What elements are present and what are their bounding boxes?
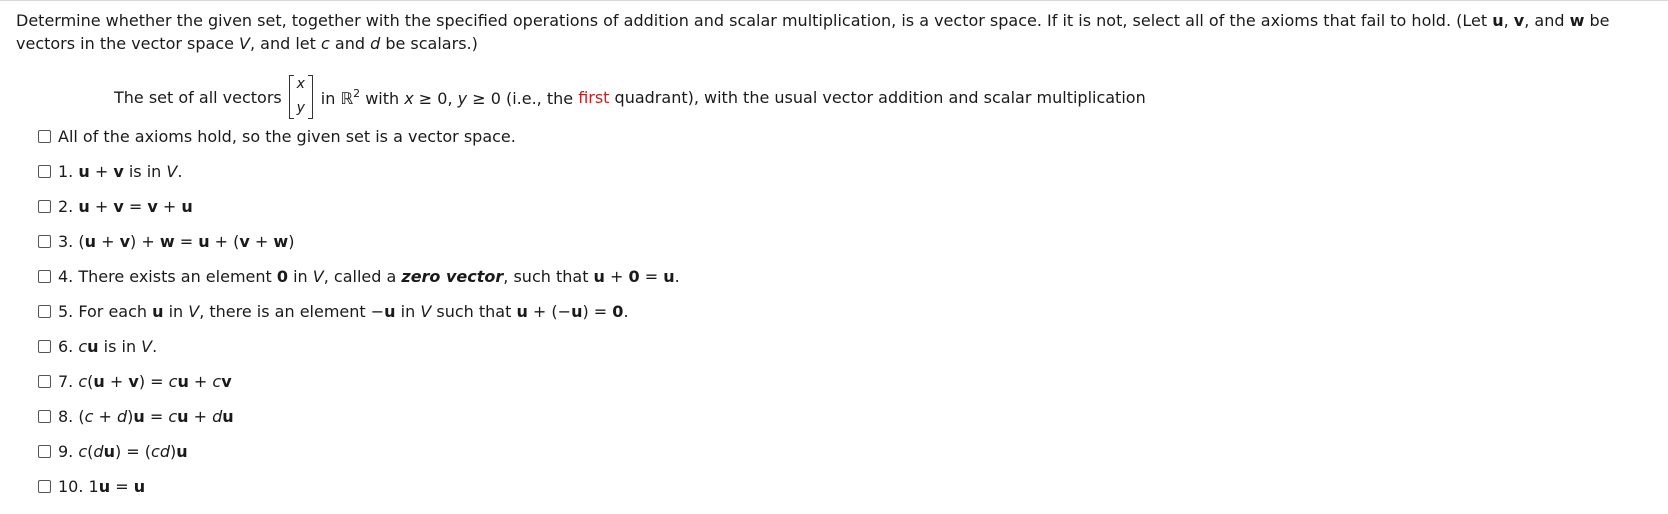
option-axiom-7[interactable] [38,372,680,407]
checkbox[interactable] [38,305,51,318]
option-axiom-10[interactable] [38,477,680,512]
option-axiom-6[interactable] [38,337,680,372]
checkbox[interactable] [38,480,51,493]
option-label: 4. There exists an element 0 in V, called a zero vector, such that u + 0 = u. [58,267,680,286]
option-axiom-4[interactable] [38,267,680,302]
highlighted-word: first [578,87,610,107]
answer-options [38,127,680,512]
option-label: 1. u + v is in V. [58,162,183,181]
checkbox[interactable] [38,340,51,353]
option-label: 9. c(du) = (cd)u [58,442,188,461]
option-label: 7. c(u + v) = cu + cv [58,372,232,391]
checkbox[interactable] [38,130,51,143]
checkbox[interactable] [38,270,51,283]
option-all-axioms-hold[interactable] [38,127,680,162]
option-label: 10. 1u = u [58,477,146,496]
option-axiom-1[interactable] [38,162,680,197]
checkbox[interactable] [38,410,51,423]
set-description-prefix: The set of all vectors [114,87,282,107]
checkbox[interactable] [38,235,51,248]
option-axiom-2[interactable] [38,197,680,232]
set-description [114,74,1146,120]
question-instructions: Determine whether the given set, together with the specified operations of addition and scalar multiplication, is a vector space. If it is not, select all of the axioms that fail to hold. (Let u, v, and w be vectors in the vector space V, and let c and d be scalars.) [16,11,1610,53]
top-divider [0,0,1668,1]
checkbox[interactable] [38,445,51,458]
checkbox[interactable] [38,165,51,178]
vector-entry-x: x [296,76,305,92]
option-label: 3. (u + v) + w = u + (v + w) [58,232,295,251]
column-vector [289,74,313,120]
checkbox[interactable] [38,375,51,388]
option-label: 2. u + v = v + u [58,197,193,216]
option-axiom-8[interactable] [38,407,680,442]
set-description-middle: in ℝ$^2$ with x ≥ 0, y ≥ 0 (i.e., the [320,86,574,108]
option-label: 5. For each u in V, there is an element −u in V such that u + (−u) = 0. [58,302,629,321]
option-axiom-5[interactable] [38,302,680,337]
option-axiom-3[interactable] [38,232,680,267]
vector-entry-y: y [296,100,305,116]
option-label: 8. (c + d)u = cu + du [58,407,234,426]
set-description-suffix: quadrant), with the usual vector addition and scalar multiplication [614,87,1146,107]
right-bracket [308,75,313,119]
option-label: 6. cu is in V. [58,337,158,356]
option-axiom-9[interactable] [38,442,680,477]
option-label: All of the axioms hold, so the given set is a vector space. [58,127,516,146]
checkbox[interactable] [38,200,51,213]
